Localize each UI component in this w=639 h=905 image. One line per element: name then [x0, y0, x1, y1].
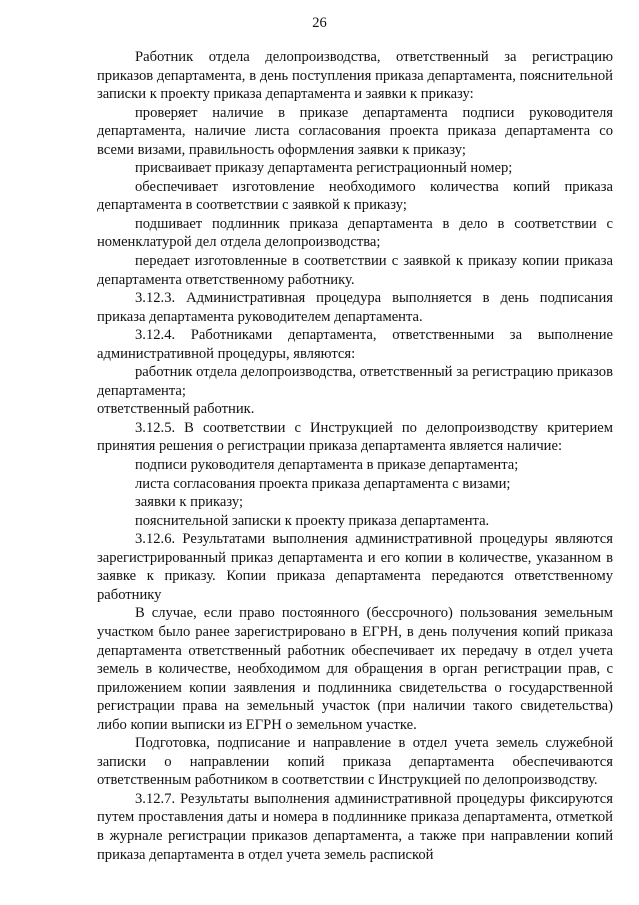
paragraph-egrn-case: В случае, если право постоянного (бессрочного) пользования земельным участком было ранее зарегистрировано в ЕГРН, в день получения копий приказа департамента ответственный работник обеспечивает их передачу в отдел учета земель в количестве, необходимом для обращения в орган регистрации прав, с приложением копии заявления и подлинника свидетельства о государственной регистрации права на земельный участок (при наличии такого свидетельства) либо копии выписки из ЕГРН о земельном участке.	[97, 605, 613, 733]
paragraph-check-signature: проверяет наличие в приказе департамента подписи руководителя департамента, наличие листа согласования проекта приказа департамента со всеми визами, правильность оформления заявки к приказу;	[97, 104, 613, 158]
paragraph-criterion-approval-sheet: листа согласования проекта приказа департамента с визами;	[135, 475, 511, 492]
paragraph-responsible-worker: ответственный работник.	[97, 401, 255, 418]
paragraph-file-original: подшивает подлинник приказа департамента в дело в соответствии с номенклатурой дел отдела делопроизводства;	[97, 215, 613, 251]
paragraph-3-12-7: 3.12.7. Результаты выполнения административной процедуры фиксируются путем проставления даты и номера в подлиннике приказа департамента, отметкой в журнале регистрации приказов департамента, а также при направлении копий приказа департамента в отдел учета земель распиской	[97, 790, 613, 863]
paragraph-make-copies: обеспечивает изготовление необходимого количества копий приказа департамента в соответствии с заявкой к приказу;	[97, 178, 613, 214]
paragraph-3-12-6: 3.12.6. Результатами выполнения административной процедуры являются зарегистрированный приказ департамента и его копии в количестве, указанном в заявке к приказу. Копии приказа департамента передаются ответственному работнику	[97, 531, 613, 603]
paragraph-3-12-5: 3.12.5. В соответствии с Инструкцией по делопроизводству критерием принятия решения о регистрации приказа департамента является наличие:	[97, 419, 613, 455]
paragraph-3-12-4: 3.12.4. Работниками департамента, ответственными за выполнение административной процедуры, являются:	[97, 327, 613, 362]
paragraph-registrar-role: работник отдела делопроизводства, ответственный за регистрацию приказов департамента;	[97, 364, 613, 399]
paragraph-criterion-request: заявки к приказу;	[135, 494, 244, 511]
paragraph-3-12-3: 3.12.3. Административная процедура выполняется в день подписания приказа департамента руководителем департамента.	[97, 290, 613, 325]
paragraph-service-note: Подготовка, подписание и направление в отдел учета земель служебной записки о направлении копий приказа департамента обеспечиваются ответственным работником в соответствии с Инструкцией по делопроизводству.	[97, 735, 613, 789]
paragraph-criterion-note: пояснительной записки к проекту приказа департамента.	[135, 512, 490, 529]
paragraph-transfer-copies: передает изготовленные в соответствии с заявкой к приказу копии приказа департамента ответственному работнику.	[97, 253, 613, 288]
page-number: 26	[312, 15, 327, 31]
document-body	[97, 48, 613, 864]
paragraph-assign-number: присваивает приказу департамента регистрационный номер;	[135, 160, 513, 177]
paragraph-criterion-signature: подписи руководителя департамента в приказе департамента;	[135, 457, 519, 474]
paragraph-registrar-duties-intro: Работник отдела делопроизводства, ответственный за регистрацию приказов департамента, в день поступления приказа департамента, пояснительной записки к проекту приказа департамента и заявки к приказу:	[97, 49, 613, 103]
